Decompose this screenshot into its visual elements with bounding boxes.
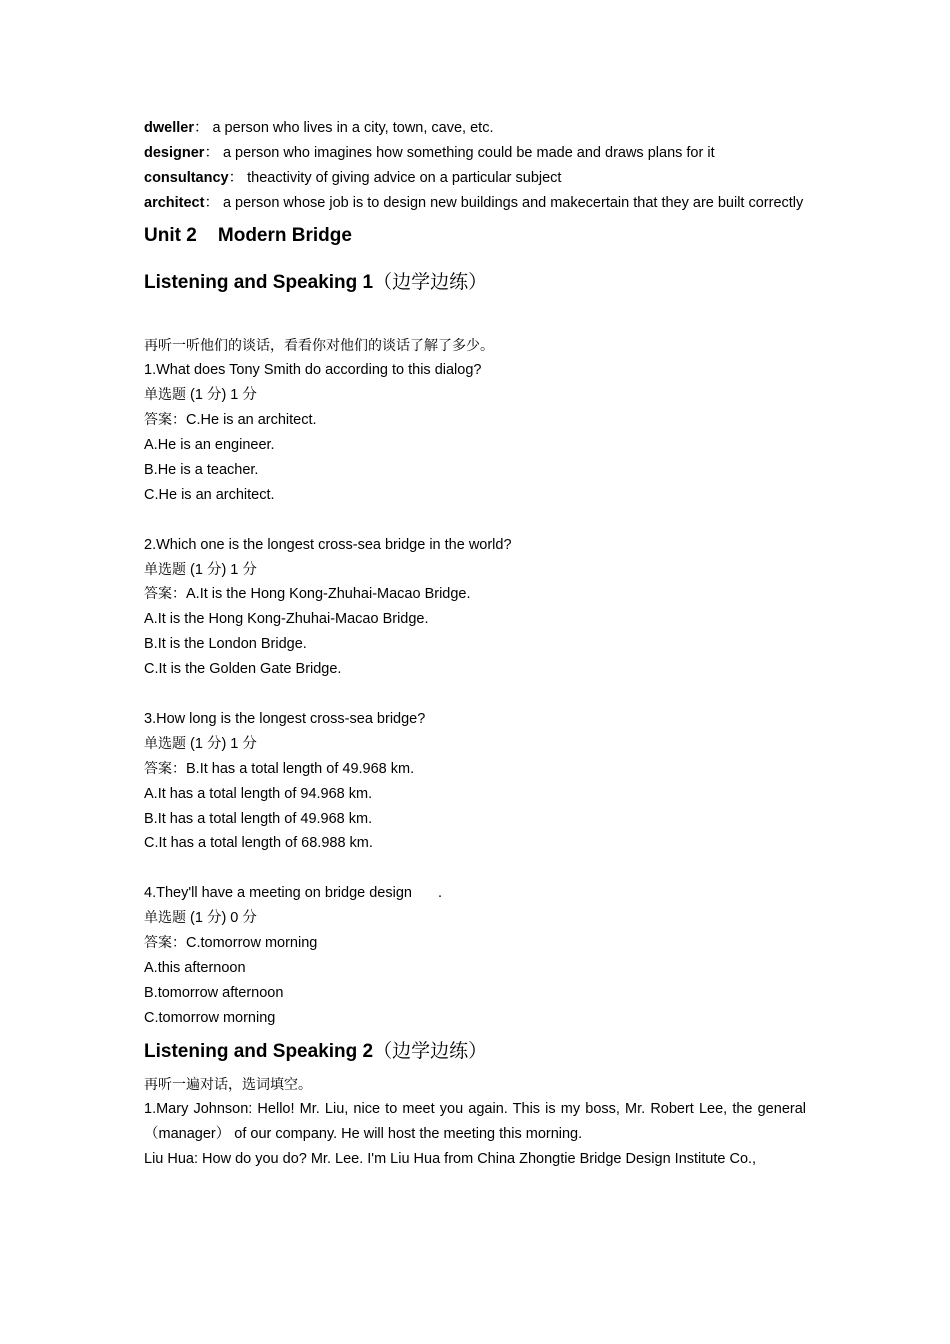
glossary-separator: ： (204, 144, 219, 161)
question-block-1 (144, 358, 806, 507)
glossary-entry-designer (144, 141, 806, 166)
section1-instruction: 再听一听他们的谈话，看看你对他们的谈话了解了多少。 (144, 337, 494, 354)
answer-label: 答案： (144, 412, 186, 429)
dialog-paragraph: 1.Mary Johnson: Hello! Mr. Liu, nice to meet you again. This is my boss, Mr. Robert Lee, the general（manager） of our company. He will host the meeting this morning. (144, 1101, 806, 1143)
glossary-term: architect (144, 194, 205, 211)
question-type: 单选题 (144, 387, 186, 404)
option-b: B.He is a teacher. (144, 462, 259, 479)
question-text: 1.What does Tony Smith do according to this dialog? (144, 362, 482, 379)
section-title-cn: （边学边练） (373, 270, 488, 293)
question-score: (1 分) 0 分 (190, 910, 257, 927)
section2-instruction: 再听一遍对话，选词填空。 (144, 1076, 312, 1093)
dialog-paragraph: Liu Hua: How do you do? Mr. Lee. I'm Liu Hua from China Zhongtie Bridge Design Institute Co., (144, 1151, 757, 1168)
section-title-listening-speaking-1 (144, 268, 806, 296)
option-b: B.tomorrow afternoon (144, 984, 284, 1001)
answer-value: B.It has a total length of 49.968 km. (186, 760, 415, 777)
question-block-3 (144, 707, 806, 856)
glossary (144, 116, 806, 216)
option-a: A.It has a total length of 94.968 km. (144, 785, 373, 802)
glossary-separator: ： (228, 169, 244, 186)
option-a: A.It is the Hong Kong-Zhuhai-Macao Bridge. (144, 611, 429, 628)
option-a: A.He is an engineer. (144, 437, 275, 454)
answer-value: C.tomorrow morning (186, 934, 318, 951)
answer-label: 答案： (144, 934, 186, 951)
spacer (144, 508, 806, 533)
glossary-separator: ： (193, 120, 209, 136)
answer-label: 答案： (144, 760, 186, 777)
question-score: (1 分) 1 分 (190, 561, 257, 578)
glossary-entry-consultancy (144, 166, 806, 191)
glossary-definition: a person who lives in a city, town, cave, etc. (212, 120, 494, 136)
question-text: 2.Which one is the longest cross-sea bridge in the world? (144, 536, 512, 553)
question-end: . (437, 885, 442, 902)
answer-line (144, 408, 806, 433)
question-block-4 (144, 881, 806, 1030)
option-c: C.It is the Golden Gate Bridge. (144, 661, 342, 678)
document-page (144, 116, 806, 1172)
spacer (144, 682, 806, 707)
section-title-text: Listening and Speaking 2 (144, 1040, 374, 1062)
glossary-separator: ： (204, 194, 219, 211)
question-type: 单选题 (144, 735, 186, 752)
question-type: 单选题 (144, 910, 186, 927)
question-stem: 4.They'll have a meeting on bridge design (144, 885, 412, 902)
question-text (144, 881, 806, 906)
question-block-2 (144, 533, 806, 682)
option-a: A.this afternoon (144, 959, 246, 976)
answer-value: A.It is the Hong Kong-Zhuhai-Macao Bridge. (186, 586, 471, 603)
question-meta (144, 906, 806, 931)
section-title-listening-speaking-2 (144, 1037, 806, 1065)
option-c: C.It has a total length of 68.988 km. (144, 835, 373, 852)
glossary-entry-dweller (144, 116, 806, 141)
option-c: C.He is an architect. (144, 486, 275, 503)
answer-value: C.He is an architect. (186, 412, 317, 429)
question-type: 单选题 (144, 561, 186, 578)
section-title-text: Listening and Speaking 1 (144, 271, 374, 293)
answer-line (144, 931, 806, 956)
glossary-definition: a person whose job is to design new buildings and makecertain that they are built correctly (222, 194, 804, 211)
option-c: C.tomorrow morning (144, 1009, 276, 1026)
glossary-term: consultancy (144, 169, 229, 186)
question-text: 3.How long is the longest cross-sea bridge? (144, 710, 426, 727)
answer-label: 答案： (144, 586, 186, 603)
option-b: B.It is the London Bridge. (144, 636, 307, 653)
spacer (144, 856, 806, 881)
answer-line (144, 582, 806, 607)
question-meta (144, 558, 806, 583)
question-score: (1 分) 1 分 (190, 387, 257, 404)
question-score: (1 分) 1 分 (190, 735, 257, 752)
glossary-definition: theactivity of giving advice on a particular subject (247, 169, 562, 186)
question-meta (144, 383, 806, 408)
glossary-term: dweller (144, 120, 194, 136)
answer-line (144, 757, 806, 782)
unit-title: Unit 2 Modern Bridge (144, 224, 352, 246)
section-title-cn: （边学边练） (373, 1039, 488, 1062)
glossary-entry-architect (144, 191, 806, 216)
option-b: B.It has a total length of 49.968 km. (144, 810, 373, 827)
glossary-term: designer (144, 144, 205, 161)
glossary-definition: a person who imagines how something could be made and draws plans for it (222, 144, 715, 161)
question-meta (144, 732, 806, 757)
